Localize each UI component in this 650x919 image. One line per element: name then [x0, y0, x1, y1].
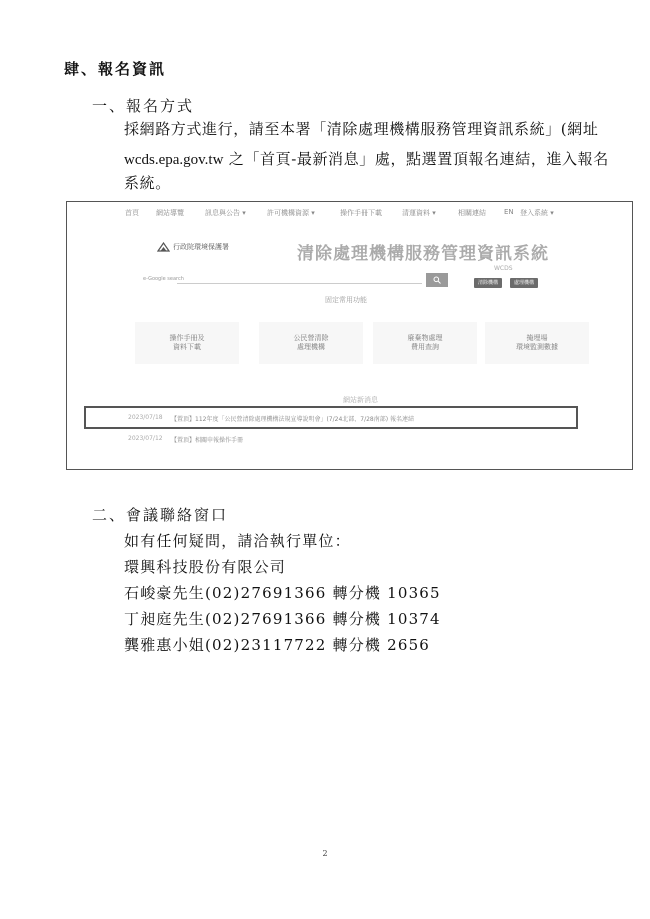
- nav-item: 登入系統 ▾: [520, 209, 554, 217]
- subsection-heading-contact: 二、會議聯絡窗口: [92, 506, 229, 524]
- registration-text-line-2-rest: 之「首頁-最新消息」處，點選置頂報名連結，進入報名: [223, 150, 609, 168]
- screenshot-top-nav: [67, 208, 632, 222]
- common-functions-label: 固定常用功能: [325, 296, 367, 304]
- tile-label: 廢棄物處理 費用查詢: [407, 334, 443, 351]
- logo-text: 行政院環境保護署: [173, 243, 229, 251]
- search-icon: [433, 276, 441, 284]
- news-item: 【置頂】相關申報操作手冊: [171, 437, 244, 444]
- system-subtitle: WCDS: [494, 265, 513, 272]
- nav-item: 訊息與公告 ▾: [205, 209, 246, 217]
- registration-text-line-2: [124, 148, 609, 172]
- registration-text-line-1: 採網路方式進行，請至本署「清除處理機構服務管理資訊系統」(網址: [124, 120, 599, 138]
- system-title: 清除處理機構服務管理資訊系統: [297, 244, 549, 264]
- nav-item: EN: [504, 208, 514, 216]
- tile-landfill-monitoring: [485, 322, 589, 364]
- nav-item: 相關連結: [458, 209, 486, 217]
- tile-label: 公民營清除 處理機構: [293, 334, 329, 351]
- contact-intro: 如有任何疑問，請洽執行單位：: [124, 532, 351, 550]
- search-label: e-Google search: [143, 276, 184, 282]
- latest-news-label: 網站新消息: [343, 396, 378, 404]
- tile-label: 操作手冊及 資料下載: [169, 334, 205, 351]
- nav-item: 許可機構資源 ▾: [267, 209, 315, 217]
- contact-person: 龔雅惠小姐(02)23117722 轉分機 2656: [124, 636, 431, 654]
- contact-person: 石峻豪先生(02)27691366 轉分機 10365: [124, 584, 441, 602]
- search-input: [177, 274, 422, 284]
- clearance-agency-button: 清除機構: [474, 278, 502, 288]
- system-url: wcds.epa.gov.tw: [124, 152, 224, 168]
- subsection-heading-registration: 一、報名方式: [92, 97, 195, 115]
- search-button: [426, 273, 448, 287]
- nav-item: 清運資料 ▾: [402, 209, 436, 217]
- tile-fee-query: [373, 322, 477, 364]
- news-date: 2023/07/18: [128, 414, 163, 421]
- news-date: 2023/07/12: [128, 435, 163, 442]
- tile-label: 掩埋場 環境監測數據: [516, 334, 558, 351]
- nav-item: 操作手冊下載: [340, 209, 382, 217]
- news-item-registration: 【置頂】112年度「公民營清除處理機構法規宣導說明會」(7/24北部、7/28南部) 報名連結: [171, 416, 414, 423]
- nav-item: 網站導覽: [156, 209, 184, 217]
- tile-clearance-agencies: [259, 322, 363, 364]
- epa-logo-icon: [157, 242, 170, 252]
- contact-company: 環興科技股份有限公司: [124, 558, 287, 576]
- system-screenshot: [66, 201, 633, 470]
- nav-item: 首頁: [125, 209, 139, 217]
- section-heading: 肆、報名資訊: [64, 60, 167, 78]
- tile-manual-download: [135, 322, 239, 364]
- registration-text-line-3: 系統。: [124, 174, 171, 192]
- page-number: 2: [322, 849, 328, 858]
- treatment-agency-button: 處理機構: [510, 278, 538, 288]
- contact-person: 丁昶庭先生(02)27691366 轉分機 10374: [124, 610, 441, 628]
